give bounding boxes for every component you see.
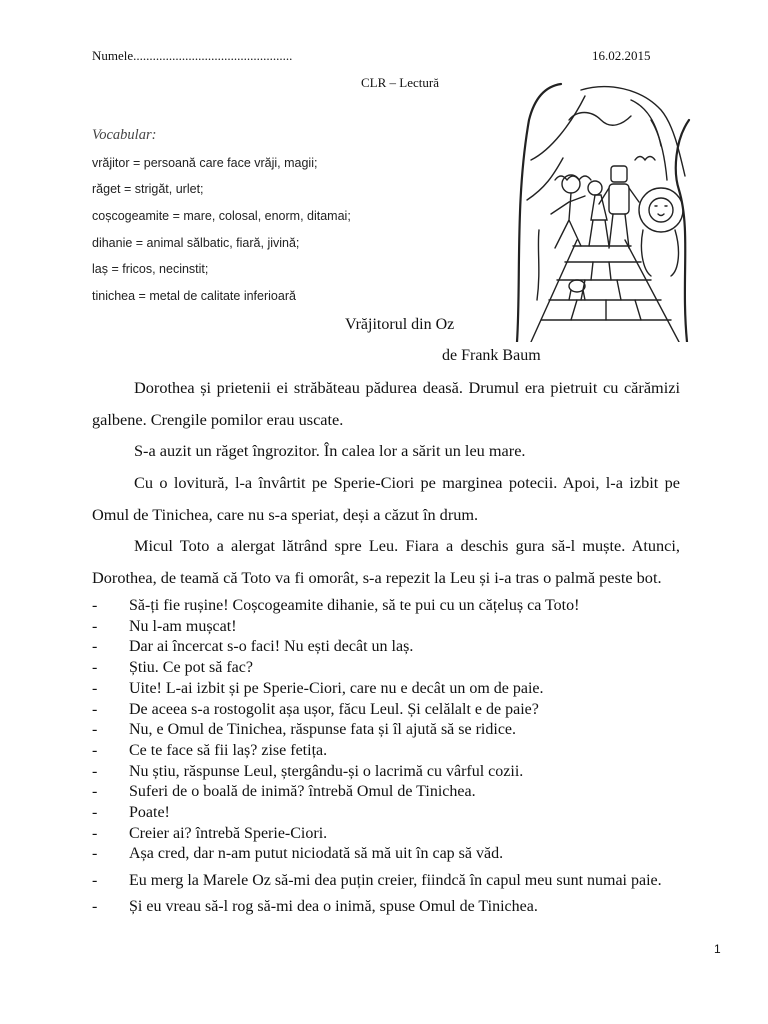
vocabulary-item: vrăjitor = persoană care face vrăji, magii; (92, 156, 318, 170)
dialogue-line: - Suferi de o boală de inimă? întrebă Omul de Tinichea. (92, 783, 476, 801)
story-paragraph (92, 467, 680, 530)
dialogue-line: - De aceea s-a rostogolit așa ușor, făcu Leul. Și celălalt e de paie? (92, 700, 539, 718)
vocabulary-item: tinichea = metal de calitate inferioară (92, 289, 296, 303)
story-paragraph (92, 530, 680, 593)
dialogue-line: - Creier ai? întrebă Sperie-Ciori. (92, 824, 328, 842)
dialogue-line: - Așa cred, dar n-am putut niciodată să mă uit în cap să văd. (92, 845, 504, 863)
dialogue-line: - Nu știu, răspunse Leul, ștergându-și o lacrimă cu vârful cozii. (92, 762, 524, 780)
paragraph-text: Cu o lovitură, l-a învârtit pe Sperie-Ciori pe marginea potecii. Apoi, l-a izbit pe Omul de Tinichea, care nu s-a speriat, deși a căzut în drum. (92, 473, 680, 524)
dialogue-line: - Și eu vreau să-l rog să-mi dea o inimă, spuse Omul de Tinichea. (92, 897, 538, 915)
dialogue-line: - Eu merg la Marele Oz să-mi dea puțin creier, fiindcă în capul meu sunt numai paie. (92, 872, 662, 890)
vocabulary-item: răget = strigăt, urlet; (92, 182, 204, 196)
dialogue-line: - Nu, e Omul de Tinichea, răspunse fata și îl ajută să se ridice. (92, 721, 517, 739)
dialogue-list (92, 596, 684, 917)
dialogue-line: - Nu l-am mușcat! (92, 617, 237, 635)
vocabulary-title: Vocabular: (92, 127, 157, 143)
name-field-label: Numele................................................. (92, 48, 293, 63)
story-paragraph (92, 372, 680, 435)
subject-title: CLR – Lectură (361, 75, 439, 90)
dialogue-line: - Uite! L-ai izbit și pe Sperie-Ciori, care nu e decât un om de paie. (92, 679, 544, 697)
paragraph-text: Micul Toto a alergat lătrând spre Leu. Fiara a deschis gura să-l muște. Atunci, Dorothea, de teamă că Toto va fi omorât, s-a repezit la Leu și i-a tras o palmă peste bot. (92, 536, 680, 587)
dialogue-line: - Poate! (92, 804, 170, 822)
dialogue-line: - Știu. Ce pot să fac? (92, 659, 253, 677)
dialogue-line: - Să-ți fie rușine! Coșcogeamite dihanie, să te pui cu un cățeluș ca Toto! (92, 597, 580, 614)
vocabulary-item: laș = fricos, necinstit; (92, 262, 209, 276)
dialogue-line: - Dar ai încercat s-o faci! Nu ești decât un laș. (92, 638, 414, 656)
paragraph-text: S-a auzit un răget îngrozitor. În calea lor a sărit un leu mare. (134, 441, 526, 460)
vocabulary-item: dihanie = animal sălbatic, fiară, jivină; (92, 236, 300, 250)
story-title: Vrăjitorul din Oz (345, 316, 455, 333)
story-paragraph (92, 435, 680, 467)
dialogue-line: - Ce te face să fii laș? zise fetița. (92, 741, 328, 759)
story-author: de Frank Baum (442, 347, 541, 364)
paragraph-text: Dorothea și prietenii ei străbăteau pădurea deasă. Drumul era pietruit cu cărămizi galbene. Crengile pomilor erau uscate. (92, 378, 680, 429)
page-number: 1 (714, 942, 721, 956)
wizard-of-oz-illustration-icon (511, 80, 691, 342)
vocabulary-item: coșcogeamite = mare, colosal, enorm, ditamai; (92, 209, 351, 223)
date: 16.02.2015 (592, 48, 651, 63)
